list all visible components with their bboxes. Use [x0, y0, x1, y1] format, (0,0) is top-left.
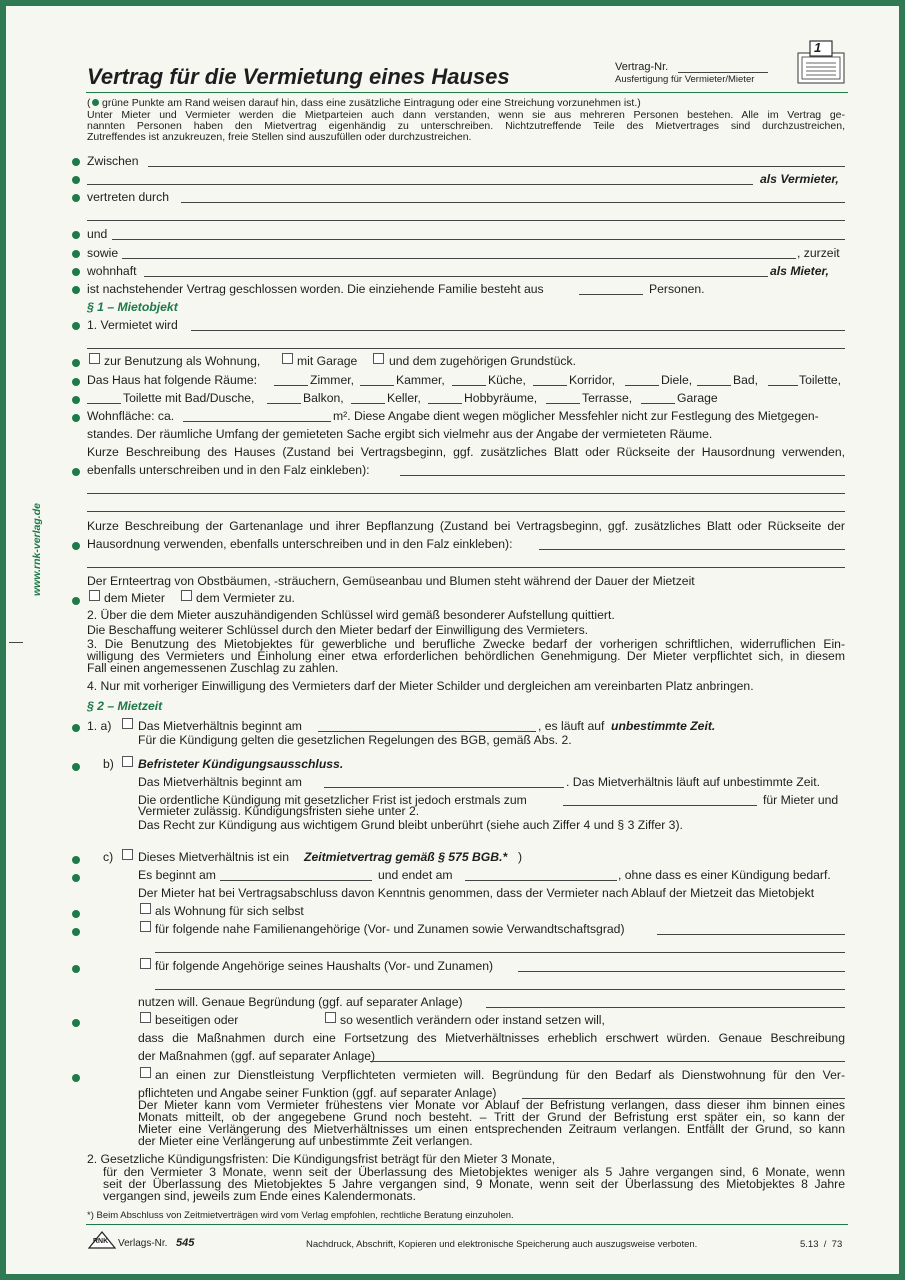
field-balkon[interactable]: [267, 403, 301, 404]
checkbox-1b[interactable]: [122, 756, 133, 767]
section-heading-mietobjekt: § 1 – Mietobjekt: [87, 300, 178, 314]
field-haushalt[interactable]: [518, 971, 845, 972]
field-vermieter[interactable]: [87, 184, 753, 185]
green-dot-icon: [72, 268, 80, 276]
text-1c: Dieses Mietverhältnis ist ein: [138, 850, 290, 864]
label-zwischen: Zwischen: [87, 154, 139, 168]
field-1b-beginn[interactable]: [324, 787, 564, 788]
label-hobbyraeume: Hobbyräume,: [464, 391, 538, 405]
intro-p1: Unter Mieter und Vermieter werden die Mietparteien auch dann verstanden, wenn sie aus mehreren Personen bestehen. Alle im Vertrag ge-: [87, 109, 845, 121]
copyright-notice: Nachdruck, Abschrift, Kopieren und elektronische Speicherung auch auszugsweise verboten.: [306, 1239, 698, 1250]
text-frist-4: der Mieter eine Verlängerung auf unbestimmte Zeit verlangen.: [138, 1134, 473, 1148]
field-vermietet[interactable]: [191, 330, 845, 331]
text-schilder: 4. Nur mit vorheriger Einwilligung des Vermieters darf der Mieter Schilder und dergleichen am vereinbarten Platz anbringen.: [87, 679, 754, 693]
label-haushalt: für folgende Angehörige seines Haushalts (Vor- und Zunamen): [155, 959, 494, 973]
green-dot-icon: [72, 396, 80, 404]
text-1b-1b: . Das Mietverhältnis läuft auf unbestimmte Zeit.: [566, 775, 821, 789]
checkbox-1a[interactable]: [122, 718, 133, 729]
text-kfrist-3: seit der Überlassung des Mietobjektes 5 Jahre vergangen sind, 9 Monate, wenn seit der Überlassung des Mietobjektes 8 Jahre: [103, 1177, 845, 1191]
page-title: Vertrag für die Vermietung eines Hauses: [87, 64, 510, 89]
field-und[interactable]: [112, 239, 845, 240]
label-beginnt: Es beginnt am: [138, 868, 216, 882]
text-1b-2b: für Mieter und: [763, 793, 839, 807]
green-dot-icon: [72, 763, 80, 771]
label-1c: c): [103, 850, 114, 864]
green-dot-icon: [72, 194, 80, 202]
field-vertreten-2[interactable]: [87, 220, 845, 221]
label-wohnung: zur Benutzung als Wohnung,: [104, 354, 261, 368]
green-dot-icon: [72, 1074, 80, 1082]
text-schluessel-2: Die Beschaffung weiterer Schlüssel durch den Mieter bedarf der Einwilligung des Vermieters.: [87, 623, 589, 637]
intro-note: grüne Punkte am Rand weisen darauf hin, dass eine zusätzliche Eintragung oder eine Streichung vorzunehmen ist.): [102, 97, 641, 109]
text-gewerbe-1: 3. Die Benutzung des Mietobjektes für gewerbliche und berufliche Zwecke bedarf der vorherigen schriftlichen, widerruflichen Ein-: [87, 637, 845, 651]
green-dot-icon: [72, 965, 80, 973]
text-kfrist-4: vergangen sind, jeweils zum Ende eines Kalendermonats.: [103, 1189, 416, 1203]
green-dot-icon: [72, 597, 80, 605]
text-1a-2: , es läuft auf: [538, 719, 605, 733]
checkbox-ernte-mieter[interactable]: [89, 590, 100, 601]
text-massnahmen-1: dass die Maßnahmen durch eine Fortsetzung des Mietverhältnisses erheblich erschwert würden. Genaue Beschreibung: [138, 1031, 845, 1045]
text-schluessel-1: 2. Über die dem Mieter auszuhändigenden Schlüssel wird gemäß besonderer Aufstellung quittiert.: [87, 608, 615, 622]
text-dienst-2: pflichteten und Angabe seiner Funktion (ggf. auf separater Anlage): [138, 1086, 497, 1100]
label-kueche: Küche,: [488, 373, 526, 387]
green-dot-icon: [72, 414, 80, 422]
field-diele[interactable]: [625, 385, 659, 386]
field-wohnflaeche[interactable]: [183, 421, 331, 422]
field-haus[interactable]: [400, 475, 845, 476]
text-wohnflaeche-2: standes. Der räumliche Umfang der gemieteten Sache ergibt sich vielmehr aus der Angabe der vermieteten Räume.: [87, 427, 713, 441]
field-terrasse[interactable]: [546, 403, 580, 404]
field-vertreten[interactable]: [181, 202, 845, 203]
text-frist-2: Monats mitteilt, ob der angegebene Grund noch besteht. – Tritt der Grund der Befristung erst später ein, so kann der: [138, 1110, 845, 1124]
text-ernte: Der Ernteertrag von Obstbäumen, -sträuchern, Gemüseanbau und Blumen steht während der Dauer der Mietzeit: [87, 574, 695, 588]
text-1a-unbestimmt: unbestimmte Zeit.: [611, 719, 716, 733]
field-familie-2[interactable]: [155, 952, 845, 953]
checkbox-wohnung[interactable]: [89, 353, 100, 364]
footer-rule: [86, 1224, 848, 1225]
text-1b-4: Das Recht zur Kündigung aus wichtigem Grund bleibt unberührt (siehe auch Ziffer 4 und § 3 Ziffer 3).: [138, 818, 683, 832]
label-1b: b): [103, 757, 114, 771]
label-korridor: Korridor,: [569, 373, 616, 387]
intro-note-open: (: [87, 97, 91, 109]
verlag-nr: 545: [176, 1237, 195, 1249]
family-text: ist nachstehender Vertrag geschlossen worden. Die einziehende Familie besteht aus: [87, 282, 544, 296]
label-veraendern: so wesentlich verändern oder instand setzen will,: [340, 1013, 605, 1027]
label-sowie: sowie: [87, 246, 119, 260]
label-garage: mit Garage: [297, 354, 358, 368]
green-dot-icon: [72, 231, 80, 239]
field-1a-beginn[interactable]: [318, 731, 536, 732]
text-garten-1: Kurze Beschreibung der Gartenanlage und ihrer Bepflanzung (Zustand bei Vertragsbeginn, ggf. zusätzliches Blatt oder Rückseite der: [87, 519, 845, 533]
text-ohne-kuendigung: , ohne dass es einer Kündigung bedarf.: [618, 868, 831, 882]
green-dot-icon: [72, 542, 80, 550]
label-als-mieter: als Mieter,: [770, 264, 829, 278]
text-frist-1: Der Mieter kann vom Vermieter frühestens vier Monate vor Ablauf der Befristung verlangen, dass dieser ihm binnen eines: [138, 1098, 845, 1112]
field-kueche[interactable]: [452, 385, 486, 386]
label-terrasse: Terrasse,: [582, 391, 633, 405]
field-1c-beginn[interactable]: [220, 880, 372, 881]
checkbox-selbst[interactable]: [140, 903, 151, 914]
verlag-label: Verlags-Nr.: [118, 1238, 168, 1249]
badge-number: 1: [814, 40, 822, 55]
field-garage-count[interactable]: [641, 403, 675, 404]
text-frist-3: Mieter eine Verlängerung des Mietverhältnisses um einen entsprechenden Zeitraum verlangen. Entfällt der Grund, so kann: [138, 1122, 845, 1136]
field-toilette[interactable]: [768, 385, 798, 386]
label-garage-room: Garage: [677, 391, 718, 405]
text-kenntnis: Der Mieter hat bei Vertragsabschluss davon Kenntnis genommen, dass der Vermieter nach Ablauf der Mietzeit das Mietobjekt: [138, 886, 815, 900]
label-endet: und endet am: [378, 868, 453, 882]
green-dot-icon: [72, 874, 80, 882]
label-balkon: Balkon,: [303, 391, 344, 405]
text-kfrist-2: für den Vermieter 3 Monate, wenn seit der Überlassung des Mietobjektes weniger als 5 Jahre vergangen sind, 6 Monate, wenn: [103, 1165, 845, 1179]
label-raeume: Das Haus hat folgende Räume:: [87, 373, 258, 387]
text-1c-close: ): [518, 850, 523, 864]
footnote: *) Beim Abschluss von Zeitmietverträgen wird vom Verlag empfohlen, rechtliche Beratung einzuholen.: [87, 1210, 514, 1221]
green-dot-icon: [72, 286, 80, 294]
ausfertigung-label: Ausfertigung für Vermieter/Mieter: [615, 74, 755, 85]
intro-p2: nannten Personen haben den Mietvertrag eigenhändig zu unterschreiben. Nichtzutreffende Teile des Mietvertrages sind durchzustreichen,: [87, 120, 845, 132]
field-familie[interactable]: [657, 934, 845, 935]
field-haus-2[interactable]: [87, 493, 845, 494]
text-1b-3: Vermieter zulässig. Kündigungsfristen siehe unter 2.: [138, 804, 420, 818]
green-dot-icon: [72, 322, 80, 330]
text-haus-2: ebenfalls unterschreiben und in den Falz einkleben):: [87, 463, 370, 477]
publisher-logo-text: RNK: [93, 1238, 109, 1245]
text-1b-title: Befristeter Kündigungsausschluss.: [138, 757, 344, 771]
text-massnahmen-2: der Maßnahmen (ggf. auf separater Anlage): [138, 1049, 376, 1063]
label-grundstueck: und dem zugehörigen Grundstück.: [389, 354, 576, 368]
field-kammer[interactable]: [360, 385, 394, 386]
green-dot-icon: [72, 158, 80, 166]
header-rule: [86, 92, 848, 93]
text-nutzen: nutzen will. Genaue Begründung (ggf. auf separater Anlage): [138, 995, 463, 1009]
field-korridor[interactable]: [533, 385, 567, 386]
field-toilette-bad[interactable]: [87, 403, 121, 404]
field-garten-2[interactable]: [87, 567, 845, 568]
green-dot-icon: [72, 928, 80, 936]
label-beseitigen: beseitigen oder: [155, 1013, 239, 1027]
text-garten-2: Hausordnung verwenden, ebenfalls unterschreiben und in den Falz einkleben):: [87, 537, 513, 551]
field-sowie[interactable]: [122, 258, 796, 259]
green-dot-icon: [92, 99, 99, 106]
text-1b-2: Die ordentliche Kündigung mit gesetzlicher Frist ist jedoch erstmals zum: [138, 793, 527, 807]
label-personen: Personen.: [649, 282, 705, 296]
text-1c-zeitmietvertrag: Zeitmietvertrag gemäß § 575 BGB.*: [304, 850, 508, 864]
field-personen[interactable]: [579, 294, 643, 295]
text-1b-1: Das Mietverhältnis beginnt am: [138, 775, 302, 789]
label-vermietet: 1. Vermietet wird: [87, 318, 178, 332]
field-vermietet-2[interactable]: [87, 348, 845, 349]
label-keller: Keller,: [387, 391, 421, 405]
green-dot-icon: [72, 359, 80, 367]
field-begruendung[interactable]: [486, 1007, 845, 1008]
field-wohnhaft[interactable]: [144, 276, 768, 277]
checkbox-grundstueck[interactable]: [373, 353, 384, 364]
website-vertical: www.rnk-verlag.de: [31, 503, 43, 596]
edition-code: 5.13 / 73: [800, 1239, 843, 1250]
green-dot-icon: [72, 856, 80, 864]
checkbox-1c[interactable]: [122, 849, 133, 860]
checkbox-ernte-vermieter[interactable]: [181, 590, 192, 601]
label-wohnhaft: wohnhaft: [87, 264, 137, 278]
label-diele: Diele,: [661, 373, 693, 387]
field-zwischen[interactable]: [148, 166, 845, 167]
side-tick: [9, 642, 23, 643]
field-garten[interactable]: [539, 549, 845, 550]
checkbox-beseitigen[interactable]: [140, 1012, 151, 1023]
field-massnahmen[interactable]: [370, 1061, 845, 1062]
label-1a: 1. a): [87, 719, 112, 733]
field-hobbyraeume[interactable]: [428, 403, 462, 404]
checkbox-familie[interactable]: [140, 921, 151, 932]
intro-p3: Zutreffendes ist anzukreuzen, freie Stellen sind auszufüllen oder durchzustreichen.: [87, 131, 472, 143]
section-heading-mietzeit: § 2 – Mietzeit: [87, 699, 163, 713]
label-zimmer: Zimmer,: [310, 373, 355, 387]
label-wohnflaeche: Wohnfläche: ca.: [87, 409, 175, 423]
green-dot-icon: [72, 176, 80, 184]
green-dot-icon: [72, 468, 80, 476]
field-bad[interactable]: [697, 385, 731, 386]
text-haus-1: Kurze Beschreibung des Hauses (Zustand bei Vertragsbeginn, ggf. zusätzliches Blatt oder Rückseite der Hausordnung verwenden,: [87, 445, 845, 459]
green-dot-icon: [72, 250, 80, 258]
label-und: und: [87, 227, 108, 241]
label-toilette: Toilette,: [799, 373, 842, 387]
label-selbst: als Wohnung für sich selbst: [155, 904, 304, 918]
green-dot-icon: [72, 378, 80, 386]
text-kfrist-1: 2. Gesetzliche Kündigungsfristen: Die Kündigungsfrist beträgt für den Mieter 3 Monate,: [87, 1152, 556, 1166]
checkbox-dienst[interactable]: [140, 1067, 151, 1078]
green-dot-icon: [72, 1019, 80, 1027]
label-kammer: Kammer,: [396, 373, 445, 387]
label-als-vermieter: als Vermieter,: [760, 172, 839, 186]
vertrag-nr-label: Vertrag-Nr.: [615, 61, 669, 73]
field-keller[interactable]: [351, 403, 385, 404]
label-ernte-vermieter: dem Vermieter zu.: [196, 591, 295, 605]
field-haus-3[interactable]: [87, 511, 845, 512]
text-gewerbe-3: Fall einen angemessenen Zuschlag zu zahlen.: [87, 661, 339, 675]
text-gewerbe-2: willigung des Vermieters und Einholung einer etwa erforderlichen behördlichen Genehmigung. Der Mieter verpflichtet sich, in diesem: [87, 649, 845, 663]
field-zimmer[interactable]: [274, 385, 308, 386]
text-wohnflaeche: m². Diese Angabe dient wegen möglicher Messfehler nicht zur Festlegung des Mietgegen-: [333, 409, 819, 423]
label-ernte-mieter: dem Mieter: [104, 591, 165, 605]
field-1c-ende[interactable]: [465, 880, 617, 881]
checkbox-haushalt[interactable]: [140, 958, 151, 969]
green-dot-icon: [72, 724, 80, 732]
label-vertreten: vertreten durch: [87, 190, 169, 204]
label-zurzeit: , zurzeit: [797, 246, 840, 260]
label-bad: Bad,: [733, 373, 759, 387]
text-1a-sub: Für die Kündigung gelten die gesetzlichen Regelungen des BGB, gemäß Abs. 2.: [138, 733, 572, 747]
checkbox-garage[interactable]: [282, 353, 293, 364]
green-dot-icon: [72, 910, 80, 918]
document-page: [6, 6, 899, 1274]
text-1a: Das Mietverhältnis beginnt am: [138, 719, 302, 733]
label-toilette-bad: Toilette mit Bad/Dusche,: [123, 391, 255, 405]
field-1b-kuendigung[interactable]: [563, 805, 757, 806]
field-haushalt-2[interactable]: [155, 989, 845, 990]
checkbox-veraendern[interactable]: [325, 1012, 336, 1023]
text-dienst-1: an einen zur Dienstleistung Verpflichteten vermieten will. Begründung für den Bedarf als Dienstwohnung für den Ver-: [155, 1068, 845, 1082]
label-familie: für folgende nahe Familienangehörige (Vor- und Zunamen sowie Verwandtschaftsgrad): [155, 922, 625, 936]
